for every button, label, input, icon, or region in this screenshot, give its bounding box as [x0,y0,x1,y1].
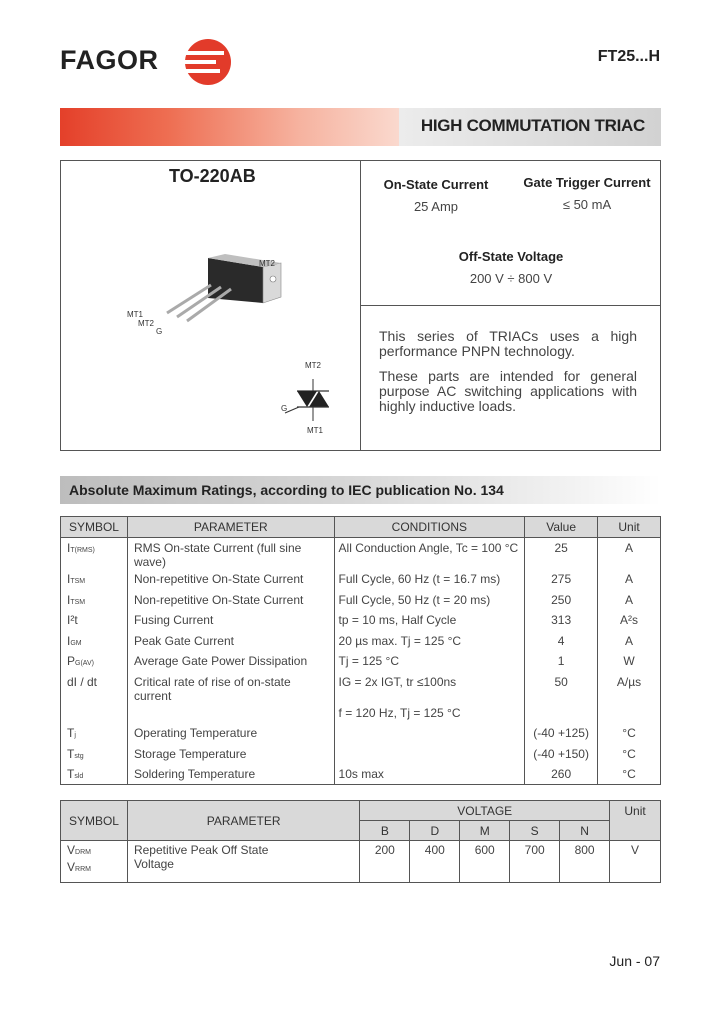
table-row [61,538,661,570]
cell-symbol [61,610,128,631]
col-parameter: PARAMETER [127,517,334,538]
voltage-symbol [61,841,128,883]
brand-name: FAGOR [60,44,159,75]
cell-conditions: 10s max [334,764,525,785]
symbol-label-mt2: MT2 [305,361,321,370]
voltage-value-d: 400 [410,841,460,883]
symbol-subscript: G(AV) [75,660,94,667]
cell-parameter: Non-repetitive On-State Current [127,569,334,590]
symbol-text: T [67,726,75,740]
symbol-text: dI / dt [67,674,98,689]
device-summary-box [60,160,661,451]
voltage-unit: V [610,841,661,883]
package-name: TO-220AB [169,166,256,186]
off-state-voltage [441,249,581,286]
voltage-table [60,800,661,883]
cell-conditions: 20 µs max. Tj = 125 °C [334,631,525,652]
title-band [60,108,661,146]
vdrm-symbol: V [67,843,76,857]
symbol-text: P [67,654,76,668]
gate-trigger-current-value: ≤ 50 mA [562,197,612,212]
cell-symbol [61,538,128,570]
cell-symbol [61,672,128,703]
document-date: Jun - 07 [609,953,660,969]
off-state-voltage-value: 200 V ÷ 800 V [469,271,553,286]
cell-parameter: RMS On-state Current (full sine wave) [127,538,334,570]
cell-unit [598,703,661,724]
cell-symbol [61,651,128,672]
cell-symbol [61,590,128,611]
col-value: Value [525,517,598,538]
voltage-value-s: 700 [510,841,560,883]
vrrm-sub: RRM [75,866,91,873]
cell-value: 25 [525,538,598,570]
symbol-subscript: GM [70,639,82,647]
cell-value: 275 [525,569,598,590]
cell-value: 260 [525,764,598,785]
off-state-voltage-label: Off-State Voltage [458,249,564,264]
cell-value: 1 [525,651,598,672]
symbol-text: T [67,746,75,761]
cell-parameter [127,703,334,724]
ratings-header-row [61,517,661,538]
cell-value: 313 [525,610,598,631]
pin-label-g: G [156,327,163,336]
vcol-symbol: SYMBOL [61,801,128,841]
triac-symbol-icon [283,377,343,427]
cell-unit: °C [598,744,661,765]
gate-trigger-current [517,175,657,212]
package-column [61,161,361,450]
on-state-current [373,177,499,214]
voltage-value-n: 800 [560,841,610,883]
symbol-text: I [67,633,71,648]
cell-value: 250 [525,590,598,611]
cell-value: (-40 +150) [525,744,598,765]
symbol-subscript: T(RMS) [70,547,95,554]
brand-logo [60,42,159,78]
symbol-subscript: j [74,732,76,739]
col-unit: Unit [598,517,661,538]
table-row [61,744,661,765]
voltage-data-row [61,841,661,883]
cell-unit: A/µs [598,672,661,703]
cell-parameter: Soldering Temperature [127,764,334,785]
cell-symbol [61,723,128,744]
ratings-title: Absolute Maximum Ratings, according to IEC publication No. 134 [69,482,504,498]
on-state-current-value: 25 Amp [413,199,459,214]
cell-value: 4 [525,631,598,652]
document-title: HIGH COMMUTATION TRIAC [420,116,645,135]
voltage-param-line2: Voltage [133,857,174,871]
cell-unit: A [598,569,661,590]
vcol-parameter: PARAMETER [127,801,359,841]
cell-symbol [61,631,128,652]
on-state-current-label: On-State Current [383,177,489,192]
gate-trigger-current-label: Gate Trigger Current [523,175,651,190]
grade-d: D [410,821,460,841]
vrrm-symbol: V [67,860,76,874]
cell-unit: W [598,651,661,672]
cell-unit: A [598,590,661,611]
pin-label-mt2-top: MT2 [259,259,275,268]
table-row [61,703,661,724]
symbol-label-mt1: MT1 [307,426,323,435]
symbol-text: I [67,541,71,555]
cell-symbol [61,569,128,590]
cell-conditions: f = 120 Hz, Tj = 125 °C [334,703,525,724]
symbol-subscript: TSM [70,578,86,585]
symbol-subscript: TSM [70,598,86,606]
symbol-text: T [67,767,75,781]
vdrm-sub: DRM [75,849,91,856]
cell-parameter: Average Gate Power Dissipation [127,651,334,672]
grade-n: N [560,821,610,841]
cell-unit: A²s [598,610,661,631]
col-conditions: CONDITIONS [334,517,525,538]
voltage-value-m: 600 [460,841,510,883]
cell-conditions: Full Cycle, 60 Hz (t = 16.7 ms) [334,569,525,590]
cell-parameter: Non-repetitive On-State Current [127,590,334,611]
cell-parameter: Critical rate of rise of on-state current [127,672,334,703]
grade-s: S [510,821,560,841]
symbol-text: I²t [67,613,78,627]
voltage-parameter [127,841,359,883]
ratings-table [60,516,661,785]
cell-unit: °C [598,764,661,785]
cell-conditions [334,744,525,765]
cell-parameter: Peak Gate Current [127,631,334,652]
table-row [61,764,661,785]
cell-unit: A [598,538,661,570]
grade-b: B [360,821,410,841]
cell-conditions: IG = 2x IGT, tr ≤100ns [334,672,525,703]
cell-conditions: Tj = 125 °C [334,651,525,672]
cell-symbol [61,764,128,785]
cell-value: (-40 +125) [525,723,598,744]
ratings-header-band [60,476,661,504]
pin-label-mt1: MT1 [127,310,143,319]
symbol-subscript: stg [74,752,84,760]
description [379,329,637,424]
symbol-subscript: sld [74,773,84,780]
table-row [61,590,661,611]
table-row [61,672,661,703]
cell-unit: A [598,631,661,652]
cell-value [525,703,598,724]
divider [361,305,661,306]
symbol-text: I [67,592,71,607]
voltage-header-row [61,801,661,821]
cell-conditions: Full Cycle, 50 Hz (t = 20 ms) [334,590,525,611]
vcol-unit: Unit [610,801,661,841]
description-paragraph-1: This series of TRIACs uses a high performance PNPN technology. [379,328,637,359]
grade-m: M [460,821,510,841]
cell-conditions: tp = 10 ms, Half Cycle [334,610,525,631]
symbol-text: I [67,572,71,586]
cell-conditions [334,723,525,744]
cell-parameter: Fusing Current [127,610,334,631]
table-row [61,723,661,744]
cell-unit: °C [598,723,661,744]
pin-label-mt2: MT2 [138,319,154,328]
table-row [61,569,661,590]
voltage-param-line1: Repetitive Peak Off State [133,843,269,857]
cell-parameter: Operating Temperature [127,723,334,744]
symbol-label-g: G [281,404,288,413]
voltage-value-b: 200 [360,841,410,883]
fagor-logo-icon [178,38,238,86]
vcol-voltage: VOLTAGE [360,801,610,821]
cell-symbol [61,744,128,765]
table-row [61,631,661,652]
col-symbol: SYMBOL [61,517,128,538]
cell-value: 50 [525,672,598,703]
cell-parameter: Storage Temperature [127,744,334,765]
table-row [61,651,661,672]
part-number: FT25...H [597,48,660,65]
description-paragraph-2: These parts are intended for general purpose AC switching applications with highly inductive loads. [379,368,637,414]
cell-symbol [61,703,128,724]
table-row [61,610,661,631]
cell-conditions: All Conduction Angle, Tc = 100 °C [334,538,525,570]
